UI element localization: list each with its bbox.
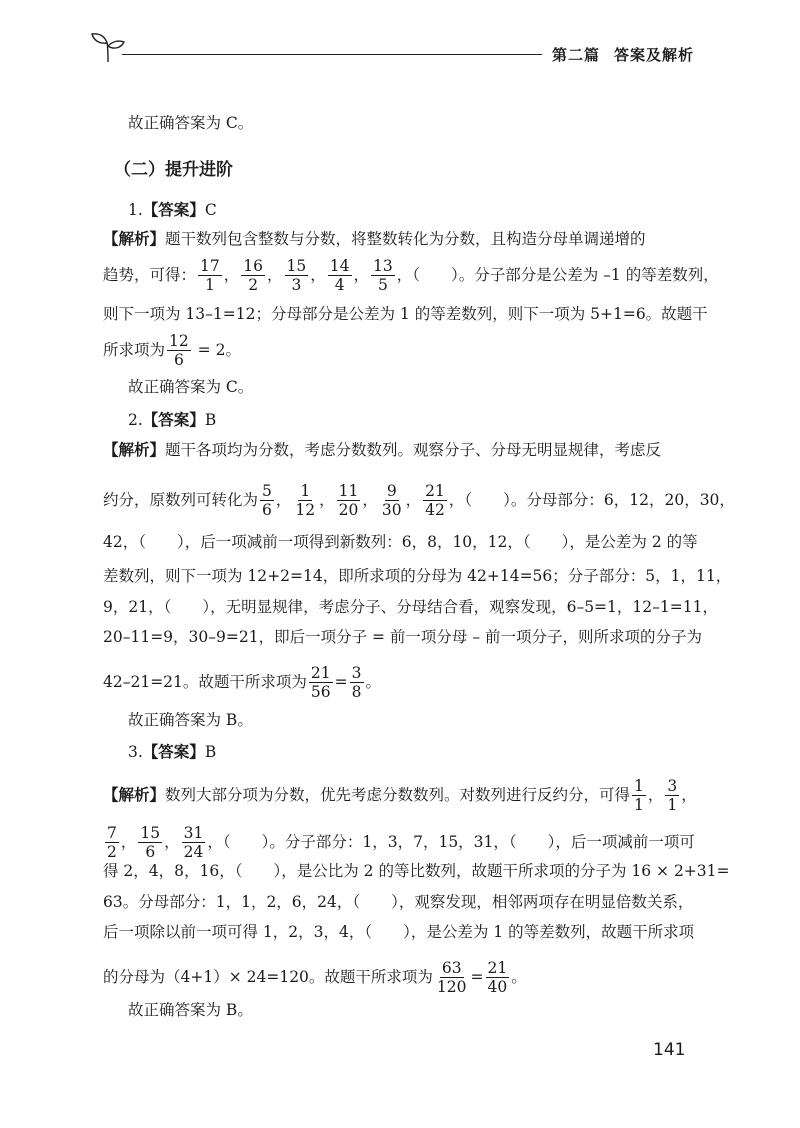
q1-analysis-line2: 趋势，可得： $\frac{17}{1}$ ， $\frac{16}{2}$ ， $\frac{15}{3}$ ， $\frac{14}{4}$ ， $\frac{13}{5}$ ，（ ）。分子部分是公差为 –1 的等差数列，: [103, 257, 719, 295]
q3-line2-suffix: ，（ ）。分子部分：1，3，7，15，31，（ ），后一项减前一项可: [207, 832, 695, 851]
q1-line2-suffix: ，（ ）。分子部分是公差为 –1 的等差数列，: [396, 265, 719, 284]
q2-analysis-line5: 9，21，（ ），无明显规律，考虑分子、分母结合看，观察发现，6–5=1，12–1=11，: [103, 598, 718, 616]
q2-answer-value: B: [204, 411, 217, 429]
q3-frac-2: $\frac{7}{2}$: [107, 824, 117, 862]
q2-answer-label: 【答案】: [142, 411, 205, 429]
q1-answer: [128, 200, 725, 220]
q3-frac-3: $\frac{15}{6}$: [140, 824, 161, 862]
q3-result-eq: =: [470, 967, 484, 986]
q2-conclusion: 故正确答案为 B。: [128, 711, 253, 729]
q1-analysis-text: 题干数列包含整数与分数，将整数转化为分数，且构造分母单调递增的: [165, 230, 646, 248]
q3-result-frac1: $\frac{63}{120}$: [436, 959, 467, 997]
q3-frac-0: $\frac{1}{1}$: [634, 777, 644, 815]
q2-line2-prefix: 约分，原数列可转化为: [103, 490, 259, 509]
q3-analysis-line4: 63。分母部分：1，1，2，6，24，（ ），观察发现，相邻两项存在明显倍数关系，: [103, 893, 694, 911]
q2-frac-0: $\frac{5}{6}$: [262, 482, 272, 520]
q2-number: 2.: [128, 411, 143, 429]
q2-analysis-line1: [103, 440, 700, 460]
q1-analysis-line3: 则下一项为 13–1=12；分母部分是公差为 1 的等差数列，则下一项为 5+1=6。故题干: [103, 305, 708, 323]
q3-line1-prefix: 数列大部分项为分数，优先考虑分数数列。对数列进行反约分，可得: [165, 785, 631, 804]
section-title: （二）提升进阶: [114, 160, 233, 180]
q3-analysis-line5: 后一项除以前一项可得 1，2，3，4，（ ），是公差为 1 的等差数列，故题干所求项: [103, 923, 695, 941]
q3-line6-prefix: 的分母为（4+1）× 24=120。故题干所求项为: [103, 967, 433, 986]
header-rule: [122, 54, 542, 55]
q2-answer: [128, 410, 725, 430]
header-part: 第二篇: [552, 46, 601, 64]
q1-analysis-label: 【解析】: [103, 230, 166, 248]
q1-frac-1: $\frac{16}{2}$: [243, 257, 263, 295]
q1-result-frac: $\frac{12}{6}$: [169, 332, 189, 370]
q1-answer-label: 【答案】: [142, 201, 205, 219]
q3-analysis-line2: $\frac{7}{2}$ ， $\frac{15}{6}$ ， $\frac{31}{24}$ ，（ ）。分子部分：1，3，7，15，31，（ ），后一项减前一项可: [107, 824, 695, 862]
q3-analysis-line3: 得 2，4，8，16，（ ），是公比为 2 的等比数列，故题干所求项的分子为 16 × 2+31=: [103, 862, 730, 880]
q3-conclusion: 故正确答案为 B。: [128, 1001, 253, 1019]
q2-analysis-line2: 约分，原数列可转化为 $\frac{5}{6}$ ， $\frac{1}{12}$ ， $\frac{11}{20}$ ， $\frac{9}{30}$ ， $\frac{21}{42}$ ，（ ）。分母部分：6，12，20，30，: [103, 482, 735, 520]
q1-analysis-line4: [103, 333, 700, 369]
q2-analysis-line3: 42，（ ），后一项减前一项得到新数列：6，8，10，12，（ ），是公差为 2 的等: [103, 533, 698, 551]
q2-line2-suffix: ，（ ）。分母部分：6，12，20，30，: [448, 490, 735, 509]
q3-line6-suffix: 。: [511, 967, 527, 986]
q2-analysis-line6: 20–11=9，30–9=21，即后一项分子 = 前一项分母 – 前一项分子，则所求项的分子为: [103, 628, 703, 646]
q1-line4-prefix: 所求项为: [103, 340, 166, 359]
q2-result-eq: =: [334, 672, 348, 691]
q3-number: 3.: [128, 743, 143, 761]
running-header: [552, 44, 694, 65]
q1-frac-0: $\frac{17}{1}$: [200, 257, 220, 295]
q1-answer-value: C: [204, 201, 217, 219]
q3-answer-label: 【答案】: [142, 743, 205, 761]
page-number: 141: [653, 1040, 686, 1060]
sprout-icon: [88, 30, 128, 64]
q2-result-frac1: $\frac{21}{56}$: [310, 664, 331, 702]
q1-frac-4: $\frac{13}{5}$: [373, 257, 393, 295]
q1-number: 1.: [128, 201, 143, 219]
q3-answer-value: B: [204, 743, 217, 761]
intro-conclusion: 故正确答案为 C。: [128, 114, 254, 132]
q3-result-frac2: $\frac{21}{40}$: [487, 959, 508, 997]
q3-frac-1: $\frac{3}{1}$: [667, 777, 678, 815]
q1-frac-2: $\frac{15}{3}$: [286, 257, 307, 295]
q2-analysis-label: 【解析】: [103, 441, 166, 459]
q3-analysis-line1: 【解析】数列大部分项为分数，优先考虑分数数列。对数列进行反约分，可得 $\frac{1}{1}$ ， $\frac{3}{1}$ ，: [103, 777, 697, 815]
q2-analysis-line7: [103, 665, 700, 701]
q3-answer: [128, 742, 725, 762]
q2-result-frac2: $\frac{3}{8}$: [351, 664, 362, 702]
q2-frac-4: $\frac{21}{42}$: [425, 482, 445, 520]
q1-analysis-line1: [103, 229, 700, 249]
q3-frac-4: $\frac{31}{24}$: [183, 824, 204, 862]
q2-frac-2: $\frac{11}{20}$: [338, 482, 359, 520]
q1-frac-3: $\frac{14}{4}$: [329, 257, 350, 295]
q1-line2-prefix: 趋势，可得：: [103, 265, 197, 284]
q2-analysis-line4: 差数列，则下一项为 12+2=14，即所求项的分母为 42+14=56；分子部分：5，1，11，: [103, 567, 732, 585]
q1-line4-suffix: = 2。: [192, 340, 241, 359]
q2-frac-3: $\frac{9}{30}$: [381, 482, 402, 520]
q2-analysis-text: 题干各项均为分数，考虑分数数列。观察分子、分母无明显规律，考虑反: [165, 441, 662, 459]
q2-line7-suffix: 。: [365, 672, 382, 691]
q3-analysis-label: 【解析】: [103, 785, 166, 804]
q3-analysis-line6: [103, 960, 700, 996]
q2-frac-1: $\frac{1}{12}$: [295, 482, 316, 520]
header-section: 答案及解析: [614, 46, 695, 64]
q2-line7-prefix: 42–21=21。故题干所求项为: [103, 672, 307, 691]
q1-conclusion: 故正确答案为 C。: [128, 378, 254, 396]
